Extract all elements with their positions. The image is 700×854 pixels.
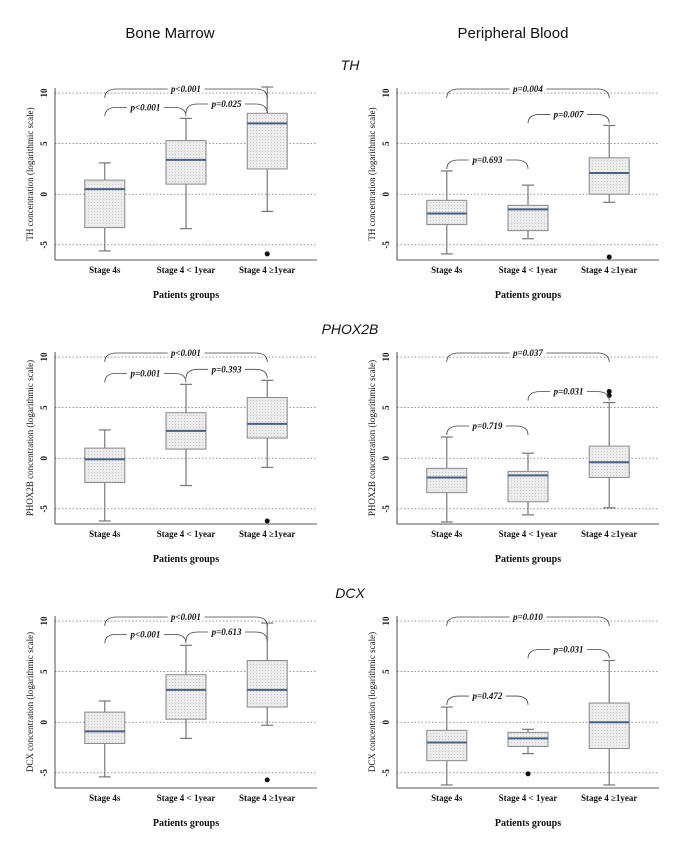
y-tick-label: -5 xyxy=(381,241,391,249)
p-value-label: p=0.031 xyxy=(553,386,584,397)
x-tick-label: Stage 4 < 1year xyxy=(156,529,216,539)
x-tick-label: Stage 4 < 1year xyxy=(498,265,558,275)
x-tick-label: Stage 4 < 1year xyxy=(156,793,216,803)
x-tick-label: Stage 4 ≥1year xyxy=(239,265,296,275)
gene-title-th: TH xyxy=(340,57,360,73)
box-2 xyxy=(508,185,548,239)
outlier-point xyxy=(265,518,270,523)
y-axis-title: DCX concentration (logarithmic scale) xyxy=(367,631,377,773)
iqr-box xyxy=(589,158,629,194)
y-tick-label: -5 xyxy=(381,769,391,777)
p-value-label: p=0.001 xyxy=(130,368,161,379)
box-1 xyxy=(85,430,125,521)
x-tick-label: Stage 4s xyxy=(89,265,121,275)
x-tick-label: Stage 4s xyxy=(431,793,463,803)
iqr-box xyxy=(85,180,125,228)
y-axis-title: TH concentration (logarithmic scale) xyxy=(25,107,35,241)
y-tick-label: -5 xyxy=(39,769,49,777)
y-axis-title: TH concentration (logarithmic scale) xyxy=(367,107,377,241)
y-axis-title: PHOX2B concentration (logarithmic scale) xyxy=(367,359,377,517)
iqr-box xyxy=(427,200,467,224)
y-tick-label: -5 xyxy=(39,241,49,249)
column-header-peripheral-blood: Peripheral Blood xyxy=(457,25,569,42)
iqr-box xyxy=(508,732,548,746)
x-axis-title: Patients groups xyxy=(494,818,562,829)
y-tick-label: 10 xyxy=(381,352,391,362)
gene-title-dcx: DCX xyxy=(335,585,365,601)
p-value-label: p<0.001 xyxy=(171,348,201,358)
box-1 xyxy=(427,707,467,785)
box-plot-panel xyxy=(25,612,317,829)
y-tick-label: 5 xyxy=(39,669,49,674)
x-tick-label: Stage 4s xyxy=(89,793,121,803)
y-tick-label: -5 xyxy=(39,505,49,513)
p-value-label: p=0.693 xyxy=(472,154,503,165)
gene-title-phox2b: PHOX2B xyxy=(321,321,379,337)
x-axis-title: Patients groups xyxy=(152,818,220,829)
box-plot-panel xyxy=(367,612,659,829)
box-2 xyxy=(508,729,548,776)
outlier-point xyxy=(265,777,270,782)
box-3 xyxy=(589,125,629,259)
box-1 xyxy=(85,163,125,251)
outlier-point xyxy=(607,389,612,394)
y-tick-label: 5 xyxy=(39,141,49,146)
p-value-label: p=0.472 xyxy=(472,691,503,702)
iqr-box xyxy=(427,468,467,492)
x-tick-label: Stage 4s xyxy=(89,529,121,539)
x-tick-label: Stage 4 ≥1year xyxy=(581,793,638,803)
y-tick-label: 5 xyxy=(381,405,391,410)
y-tick-label: 0 xyxy=(381,455,391,461)
p-value-label: p<0.001 xyxy=(130,102,161,113)
p-value-label: p=0.025 xyxy=(211,99,242,109)
box-plot-panel xyxy=(25,348,317,565)
x-tick-label: Stage 4 < 1year xyxy=(498,793,558,803)
iqr-box xyxy=(247,113,287,169)
box-1 xyxy=(427,437,467,522)
y-tick-label: 0 xyxy=(39,455,49,461)
box-2 xyxy=(166,645,206,738)
chart-panels xyxy=(25,84,659,829)
y-tick-label: 0 xyxy=(381,191,391,197)
y-axis-title: PHOX2B concentration (logarithmic scale) xyxy=(25,359,35,517)
x-tick-label: Stage 4 < 1year xyxy=(156,265,216,275)
x-axis-title: Patients groups xyxy=(152,554,220,565)
box-plot-panel xyxy=(25,84,317,301)
box-2 xyxy=(508,453,548,515)
box-plot-panel xyxy=(367,84,659,301)
x-axis-title: Patients groups xyxy=(494,554,562,565)
box-3 xyxy=(589,661,629,785)
box-2 xyxy=(166,384,206,485)
y-tick-label: 10 xyxy=(39,88,49,98)
x-tick-label: Stage 4s xyxy=(431,265,463,275)
outlier-point xyxy=(265,251,270,256)
p-value-label: p=0.613 xyxy=(211,627,242,637)
box-3 xyxy=(247,380,287,523)
p-value-label: p<0.001 xyxy=(130,629,161,640)
x-tick-label: Stage 4 ≥1year xyxy=(239,793,296,803)
box-1 xyxy=(85,701,125,777)
y-tick-label: 5 xyxy=(381,669,391,674)
y-tick-label: -5 xyxy=(381,505,391,513)
outlier-point xyxy=(607,254,612,259)
y-tick-label: 10 xyxy=(39,616,49,626)
p-value-label: p<0.001 xyxy=(171,612,201,622)
p-value-label: p=0.719 xyxy=(472,420,503,431)
y-tick-label: 0 xyxy=(381,719,391,725)
box-3 xyxy=(247,623,287,782)
y-tick-label: 5 xyxy=(39,405,49,410)
p-value-label: p=0.007 xyxy=(553,109,584,120)
x-axis-title: Patients groups xyxy=(494,290,562,301)
outlier-point xyxy=(526,771,531,776)
x-tick-label: Stage 4 ≥1year xyxy=(239,529,296,539)
iqr-box xyxy=(166,675,206,720)
y-axis-title: DCX concentration (logarithmic scale) xyxy=(25,631,35,773)
p-value-label: p=0.010 xyxy=(513,612,543,622)
x-tick-label: Stage 4 ≥1year xyxy=(581,265,638,275)
iqr-box xyxy=(166,141,206,185)
iqr-box xyxy=(247,661,287,708)
column-header-bone-marrow: Bone Marrow xyxy=(125,25,215,42)
iqr-box xyxy=(427,730,467,760)
box-plot-panel xyxy=(367,348,659,565)
y-tick-label: 10 xyxy=(39,352,49,362)
iqr-box xyxy=(85,448,125,482)
y-tick-label: 10 xyxy=(381,88,391,98)
p-value-label: p=0.393 xyxy=(211,364,242,375)
iqr-box xyxy=(589,703,629,749)
y-tick-label: 0 xyxy=(39,191,49,197)
iqr-box xyxy=(247,398,287,438)
y-tick-label: 0 xyxy=(39,719,49,725)
p-value-label: p=0.004 xyxy=(513,84,543,94)
x-tick-label: Stage 4 ≥1year xyxy=(581,529,638,539)
box-2 xyxy=(166,118,206,228)
y-tick-label: 10 xyxy=(381,616,391,626)
x-tick-label: Stage 4 < 1year xyxy=(498,529,558,539)
p-value-label: p=0.037 xyxy=(513,348,543,358)
p-value-label: p=0.031 xyxy=(553,644,584,655)
y-tick-label: 5 xyxy=(381,141,391,146)
x-tick-label: Stage 4s xyxy=(431,529,463,539)
box-1 xyxy=(427,171,467,254)
box-3 xyxy=(589,389,629,508)
x-axis-title: Patients groups xyxy=(152,290,220,301)
p-value-label: p<0.001 xyxy=(171,84,201,94)
iqr-box xyxy=(85,712,125,743)
